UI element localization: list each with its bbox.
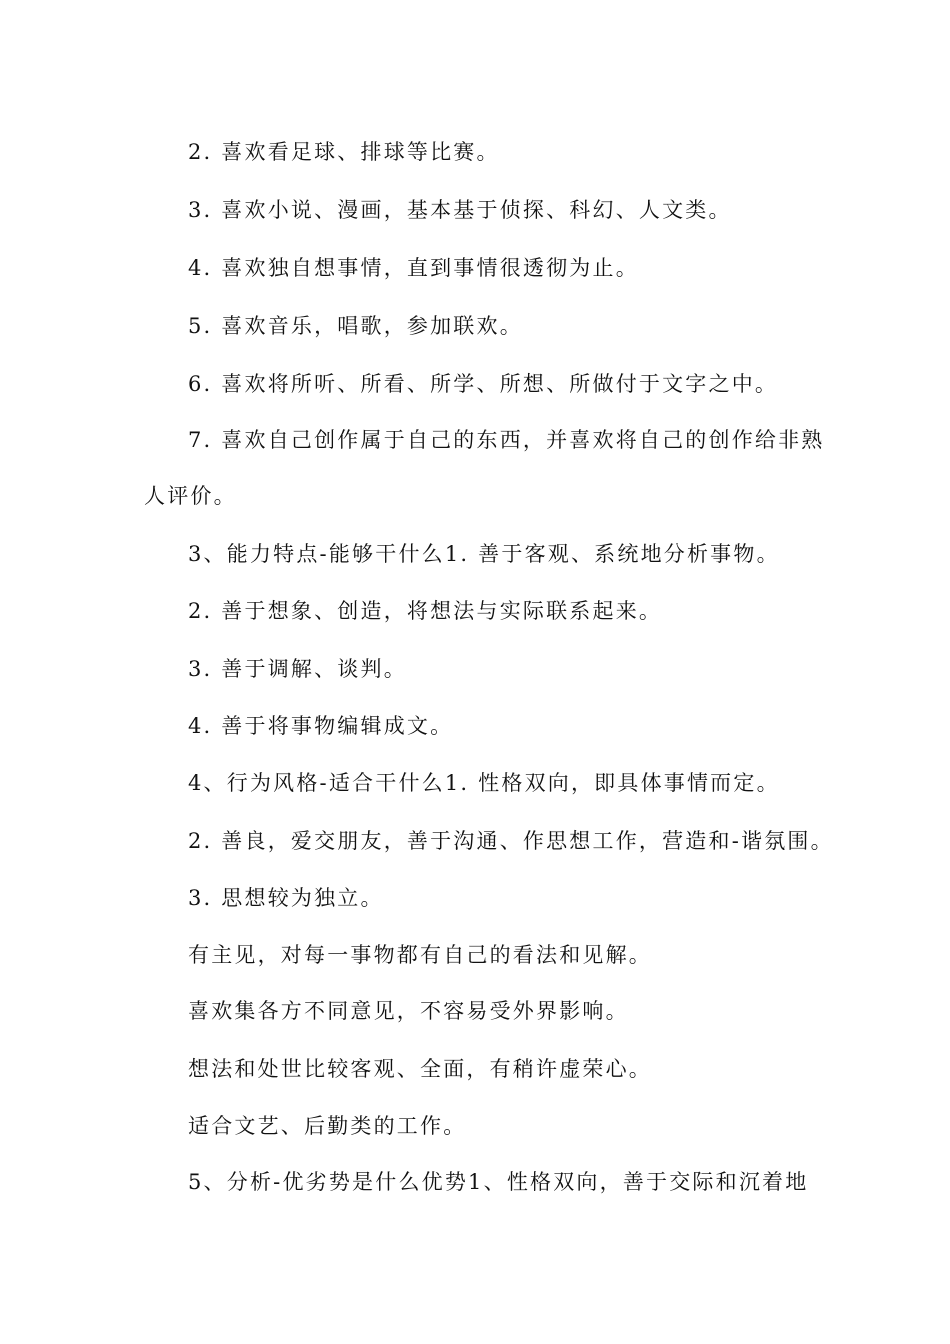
text-line: 4、行为风格-适合干什么1. 性格双向，即具体事情而定。 [188,771,780,795]
text-line: 2. 善良，爱交朋友，善于沟通、作思想工作，营造和-谐氛围。 [188,829,834,853]
text-line: 想法和处世比较客观、全面，有稍许虚荣心。 [188,1057,652,1081]
text-line: 喜欢集各方不同意见，不容易受外界影响。 [188,999,629,1023]
text-line: 4. 善于将事物编辑成文。 [188,714,454,738]
text-line: 3、能力特点-能够干什么1. 善于客观、系统地分析事物。 [188,542,780,566]
text-line: 4. 喜欢独自想事情，直到事情很透彻为止。 [188,256,639,280]
text-line: 5. 喜欢音乐，唱歌，参加联欢。 [188,314,523,338]
text-line: 2. 善于想象、创造，将想法与实际联系起来。 [188,599,663,623]
text-line: 6. 喜欢将所听、所看、所学、所想、所做付于文字之中。 [188,372,779,396]
text-line: 3. 思想较为独立。 [188,886,384,910]
text-line: 适合文艺、后勤类的工作。 [188,1114,467,1138]
text-line: 3. 喜欢小说、漫画，基本基于侦探、科幻、人文类。 [188,198,732,222]
text-line: 人评价。 [144,484,237,508]
text-line: 7. 喜欢自己创作属于自己的东西，并喜欢将自己的创作给非熟 [188,428,825,452]
text-line: 5、分析-优劣势是什么优势1、性格双向，善于交际和沉着地 [188,1170,809,1194]
text-line: 2. 喜欢看足球、排球等比赛。 [188,140,500,164]
text-line: 有主见，对每一事物都有自己的看法和见解。 [188,943,652,967]
text-line: 3. 善于调解、谈判。 [188,657,407,681]
